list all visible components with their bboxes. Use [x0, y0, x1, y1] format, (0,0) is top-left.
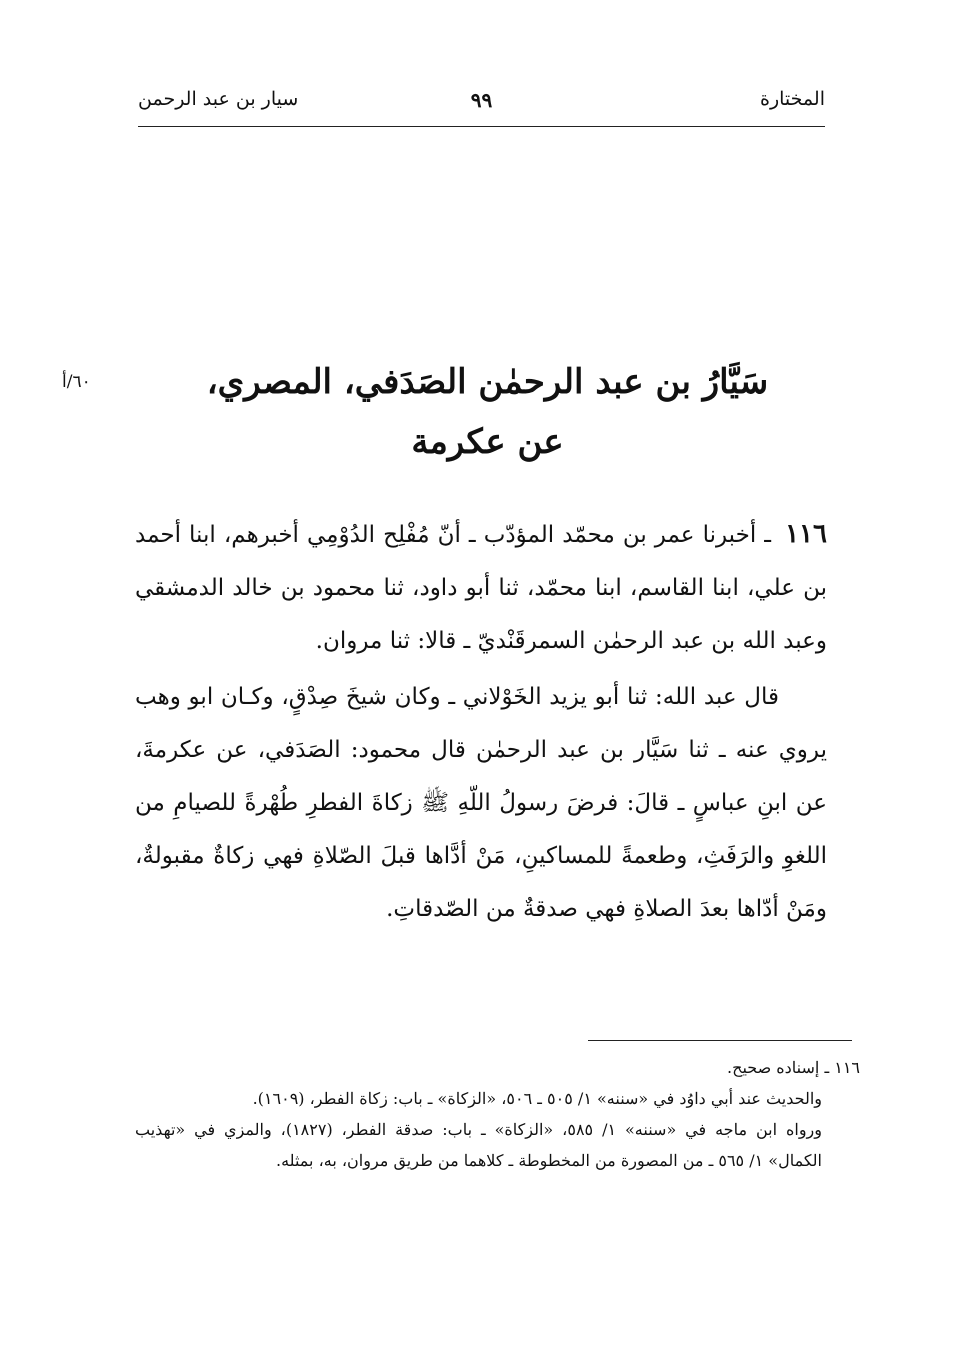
header-chapter-name: سيار بن عبد الرحمن — [138, 88, 299, 110]
manuscript-folio-note: ٦٠/أ — [62, 372, 91, 392]
header-book-title: المختارة — [760, 88, 825, 110]
chapter-title-line-1: سَيَّارُ بن عبد الرحمٰن الصَدَفي، المصري، — [206, 362, 769, 402]
hadith-number: ١١٦ — [785, 519, 827, 549]
hadith-isnad-paragraph — [135, 508, 827, 668]
page-number: ٩٩ — [470, 88, 493, 112]
footnote-2: والحديث عند أبي داوُد في «سننه» ١/ ٥٠٥ ـ ٥٠٦، «الزكاة» ـ باب: زكاة الفطر، (١٦٠٩). — [252, 1089, 822, 1108]
footnote-3: ورواه ابن ماجه في «سننه» ١/ ٥٨٥، «الزكاة» ـ باب: صدقة الفطر، (١٨٢٧)، والمزي في «تهذيب الكمال» ١/ ٥٦٥ ـ من المصورة من المخطوطة ـ كلاهما من طريق مروان، به، بمثله. — [135, 1120, 822, 1170]
hadith-matn: قال عبد الله: ثنا أبو يزيد الخَوْلاني ـ وكان شيخَ صِدْقٍ، وكـان ابو وهب يروي عنه ـ ثنا سَيَّار بن عبد الرحمٰن قال محمود: الصَدَفي، عن عكرمةَ، عن ابنِ عباسٍ ـ قالَ: فرضَ رسولُ اللّهِ ﷺ زكاةَ الفطرِ طُهْرةً للصيامِ من اللغوِ والرَفَثِ، وطعمةً للمساكينِ، مَنْ أدَّاها قبلَ الصّلاةِ فهي زكاةٌ مقبولةٌ، ومَنْ أدّاها بعدَ الصلاةِ فهي صدقةٌ من الصّدقاتِ. — [135, 684, 827, 922]
running-header — [138, 88, 825, 122]
header-divider — [138, 126, 825, 127]
footnote-1: ١١٦ ـ إسناده صحيح. — [727, 1058, 860, 1077]
footnote-divider — [588, 1040, 852, 1041]
footnotes — [135, 1052, 860, 1176]
chapter-title — [160, 352, 815, 472]
hadith-body — [135, 508, 827, 936]
chapter-title-line-2: عن عكرمة — [411, 422, 564, 462]
hadith-isnad: ـ أخبرنا عمر بن محمّد المؤدّب ـ أنّ مُفْلِح الدُوْمِي أخبرهم، ابنا أحمد بن علي، ابنا القاسم، ابنا محمّد، ثنا أبو داود، ثنا محمود بن خالد الدمشقي وعبد الله بن عبد الرحمٰن السمرقَنْديّ ـ قالا: ثنا مروان. — [135, 522, 827, 654]
